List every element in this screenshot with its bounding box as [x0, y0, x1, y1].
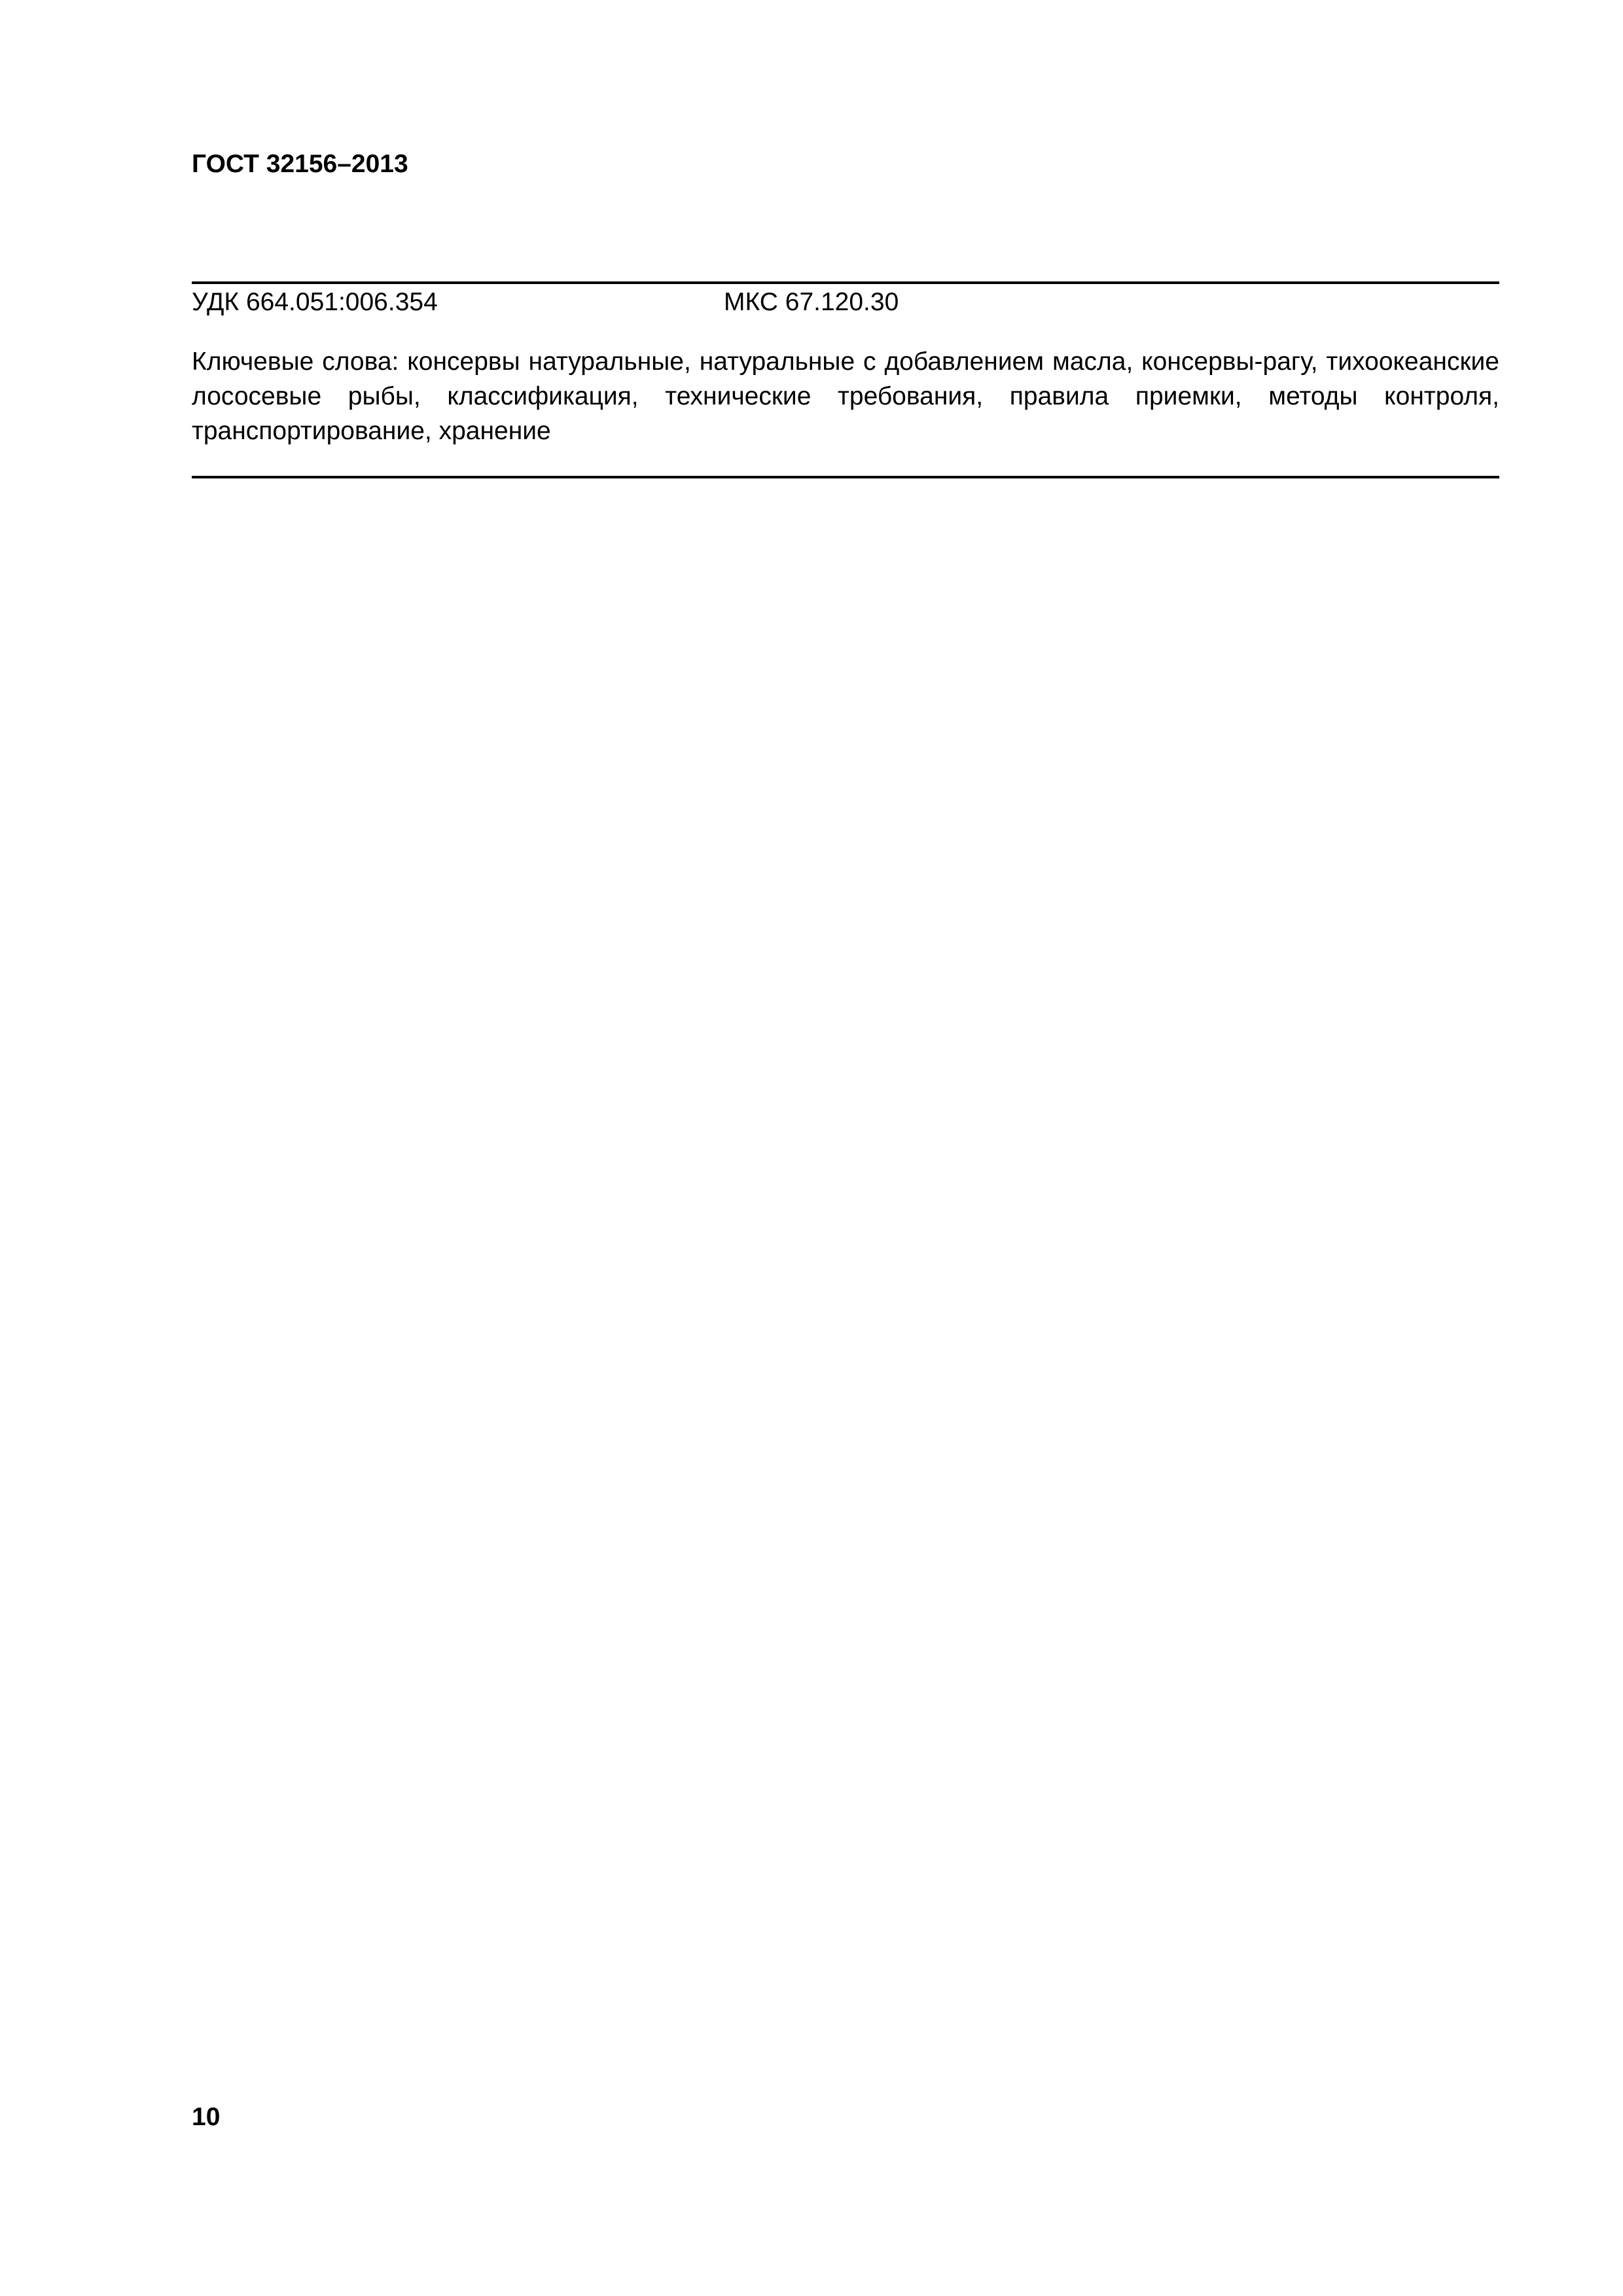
bottom-divider [192, 476, 1499, 478]
top-divider [192, 281, 1499, 284]
udk-code: УДК 664.051:006.354 [192, 288, 438, 316]
classification-row [192, 286, 1499, 319]
page-number: 10 [192, 2103, 221, 2131]
document-code: ГОСТ 32156–2013 [192, 150, 408, 178]
mks-code: МКС 67.120.30 [724, 288, 899, 316]
keywords-paragraph: Ключевые слова: консервы натуральные, натуральные с добавлением масла, консервы-рагу, тихоокеанские лососевые рыбы, классификация, технические требования, правила приемки, методы контроля, транспортирование, хранение [192, 348, 1499, 445]
